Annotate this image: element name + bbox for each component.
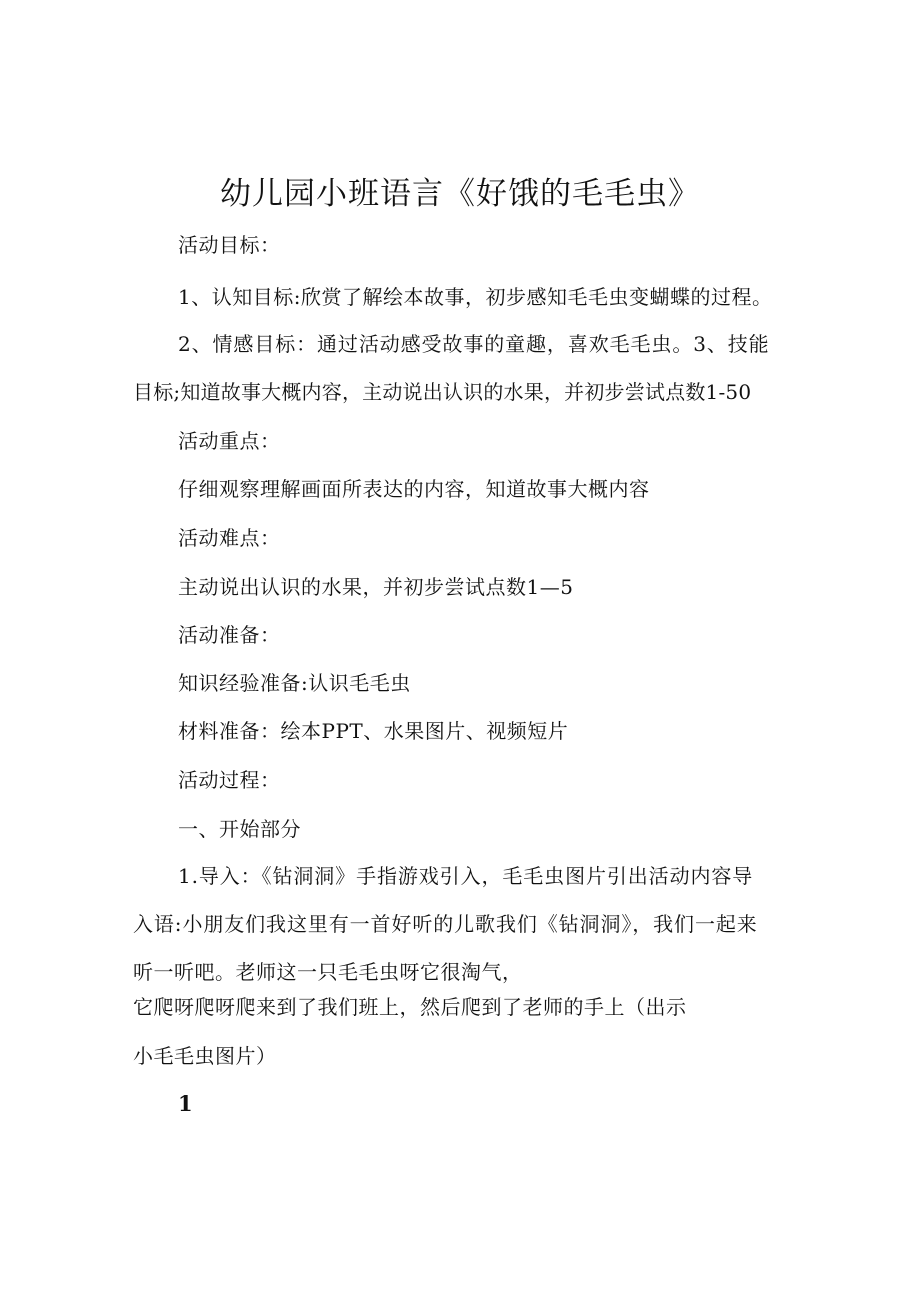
difficulty-heading: 活动难点： <box>178 526 281 550</box>
key-points-heading: 活动重点： <box>178 429 281 453</box>
preparation-heading: 活动准备： <box>178 623 281 647</box>
difficulty-text: 主动说出认识的水果，并初步尝试点数1—5 <box>178 575 574 599</box>
intro-line-1 <box>178 862 793 890</box>
document-title: 幼儿园小班语言《好饿的毛毛虫》 <box>220 176 700 212</box>
intro-line-2-text: 入语:小朋友们我这里有一首好听的儿歌我们《钻洞洞》，我们一起来 <box>133 912 758 936</box>
intro-line-5: 小毛毛虫图片） <box>133 1044 277 1068</box>
goal-2-line-2-text: 目标;知道故事大概内容，主动说出认识的水果，并初步尝试点数1-50 <box>133 380 752 404</box>
intro-line-1-text: 1.导入：《钻洞洞》手指游戏引入，毛毛虫图片引出活动内容导 <box>178 864 754 888</box>
page-number: 1 <box>178 1091 193 1116</box>
preparation-materials: 材料准备：绘本PPT、水果图片、视频短片 <box>178 719 569 743</box>
goal-2-line-1-text: 2、情感目标：通过活动感受故事的童趣，喜欢毛毛虫。3、技能 <box>178 332 770 356</box>
goal-2-line-1 <box>178 330 793 358</box>
intro-line-4: 它爬呀爬呀爬来到了我们班上，然后爬到了老师的手上（出示 <box>133 995 687 1019</box>
key-points-text: 仔细观察理解画面所表达的内容，知道故事大概内容 <box>178 477 650 501</box>
goal-1-text: 1、认知目标:欣赏了解绘本故事，初步感知毛毛虫变蝴蝶的过程。 <box>178 285 773 309</box>
intro-line-3: 听一听吧。老师这一只毛毛虫呀它很淘气， <box>133 960 523 984</box>
goal-2-line-2 <box>133 378 793 406</box>
process-heading: 活动过程： <box>178 768 281 792</box>
section-1-heading: 一、开始部分 <box>178 817 301 841</box>
goals-heading: 活动目标： <box>178 233 281 257</box>
preparation-knowledge: 知识经验准备:认识毛毛虫 <box>178 671 411 695</box>
intro-line-2 <box>133 910 793 938</box>
